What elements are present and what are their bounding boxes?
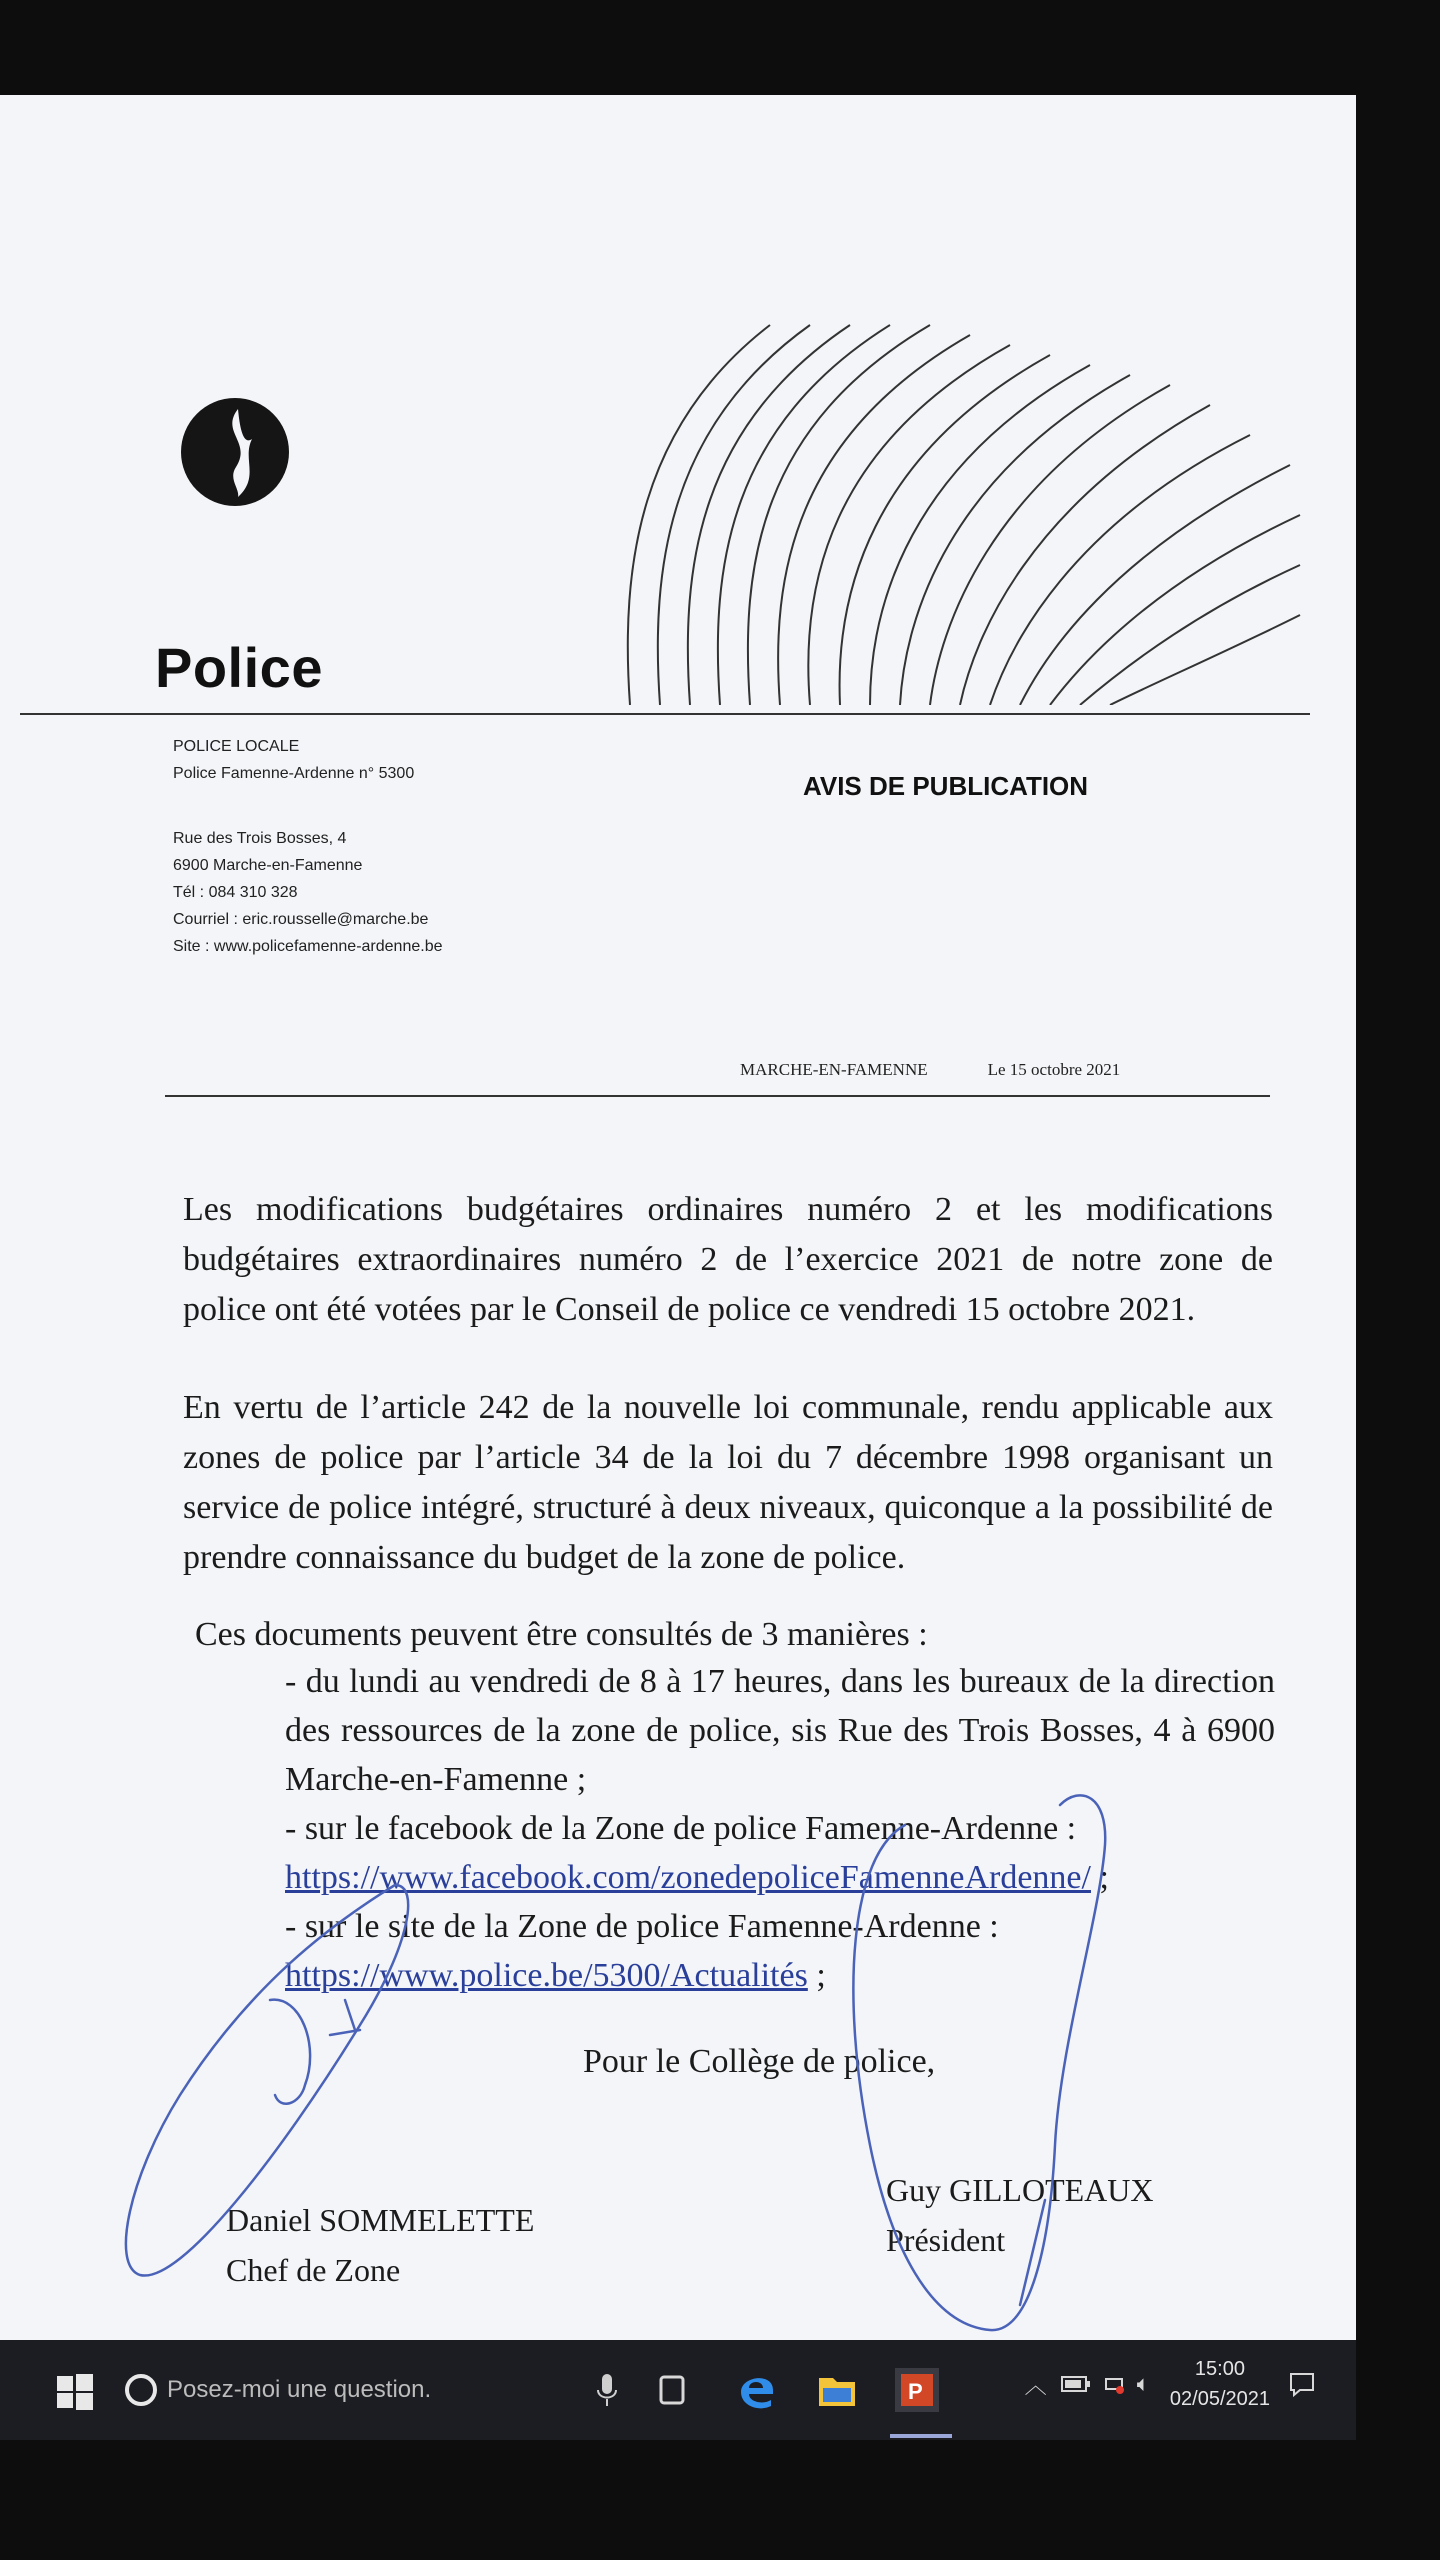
header-rule bbox=[20, 713, 1310, 715]
signatory-right bbox=[886, 2165, 1154, 2265]
notification-icon[interactable] bbox=[1288, 2370, 1316, 2398]
network-icon[interactable] bbox=[1103, 2373, 1125, 2395]
list-item-text: - sur le facebook de la Zone de police Famenne-Ardenne : bbox=[285, 1810, 1077, 1847]
sender-line: Tél : 084 310 328 bbox=[173, 884, 298, 901]
decorative-wave-lines bbox=[620, 265, 1310, 705]
police-logo-text: Police bbox=[155, 636, 323, 699]
tray-chevron-icon[interactable]: ︿ bbox=[1024, 2372, 1047, 2398]
sender-line: Rue des Trois Bosses, 4 bbox=[173, 830, 347, 847]
clock[interactable] bbox=[1170, 2354, 1270, 2414]
signatory-name: Daniel SOMMELETTE bbox=[226, 2202, 535, 2238]
edge-icon[interactable] bbox=[735, 2368, 779, 2412]
signatory-left bbox=[226, 2195, 534, 2295]
consultation-list bbox=[285, 1657, 1275, 2000]
list-item bbox=[285, 1804, 1275, 1902]
date: Le 15 octobre 2021 bbox=[987, 1060, 1121, 1079]
document-viewer[interactable] bbox=[0, 95, 1356, 2340]
place-date-line bbox=[740, 1060, 1180, 1080]
facebook-link[interactable]: https://www.facebook.com/zonedepoliceFamenneArdenne/ bbox=[285, 1859, 1091, 1896]
police-site-link[interactable]: https://www.police.be/5300/Actualités bbox=[285, 1957, 808, 1994]
place: MARCHE-EN-FAMENNE bbox=[740, 1060, 928, 1079]
monitor-screen bbox=[0, 95, 1356, 2440]
paragraph-legal-basis: En vertu de l’article 242 de la nouvelle loi communale, rendu applicable aux zones de police par l’article 34 de la loi du 7 décembre 1998 organisant un service de police intégré, structuré à deux niveaux, quiconque a la possibilité de prendre connaissance du budget de la zone de police. bbox=[183, 1389, 1273, 1576]
cortana-icon bbox=[125, 2374, 157, 2406]
sender-line: Police Famenne-Ardenne n° 5300 bbox=[173, 765, 415, 782]
signature-left-mark bbox=[330, 2000, 360, 2035]
sender-line: Courriel : eric.rousselle@marche.be bbox=[173, 911, 429, 928]
signatory-role: Président bbox=[886, 2222, 1006, 2258]
closing-formula: Pour le Collège de police, bbox=[583, 2043, 936, 2080]
date-rule bbox=[165, 1095, 1270, 1097]
list-item: - du lundi au vendredi de 8 à 17 heures, dans les bureaux de la direction des ressources de la zone de police, sis Rue des Trois Bosses, 4 à 6900 Marche-en-Famenne ; bbox=[285, 1663, 1275, 1798]
clock-date: 02/05/2021 bbox=[1169, 2388, 1270, 2410]
volume-icon[interactable]: 🔈︎ bbox=[1136, 2371, 1150, 2396]
list-item-end: ; bbox=[1090, 1859, 1109, 1896]
active-app-indicator bbox=[890, 2434, 952, 2438]
battery-icon[interactable] bbox=[1061, 2375, 1091, 2393]
cortana-search-box[interactable] bbox=[125, 2362, 431, 2418]
list-item-text: - sur le site de la Zone de police Famenne-Ardenne : bbox=[285, 1908, 999, 1945]
search-placeholder: Posez-moi une question. bbox=[167, 2376, 432, 2403]
signatory-name: Guy GILLOTEAUX bbox=[886, 2172, 1154, 2208]
sender-line: 6900 Marche-en-Famenne bbox=[173, 857, 363, 874]
sender-block bbox=[173, 733, 443, 960]
list-item bbox=[285, 1902, 1275, 2000]
microphone-icon[interactable] bbox=[585, 2368, 629, 2412]
list-item-end: ; bbox=[807, 1957, 826, 1994]
signatory-role: Chef de Zone bbox=[226, 2252, 401, 2288]
file-explorer-icon[interactable] bbox=[815, 2368, 859, 2412]
clock-time: 15:00 bbox=[1194, 2358, 1245, 2380]
paragraph-budget-votes: Les modifications budgétaires ordinaires numéro 2 et les modifications budgétaires extraordinaires numéro 2 de l’exercice 2021 de notre zone de police ont été votées par le Conseil de police ce vendredi 15 octobre 2021. bbox=[183, 1191, 1273, 1328]
signature-left-flourish bbox=[270, 2000, 310, 2104]
sender-line: Site : www.policefamenne-ardenne.be bbox=[173, 938, 443, 955]
task-view-icon[interactable] bbox=[650, 2368, 694, 2412]
police-flame-logo-icon bbox=[180, 397, 290, 507]
system-tray bbox=[1025, 2354, 1316, 2414]
svg-text:P: P bbox=[908, 2379, 923, 2404]
document-title: AVIS DE PUBLICATION bbox=[803, 771, 1089, 801]
windows-start-icon[interactable] bbox=[55, 2372, 95, 2412]
list-intro: Ces documents peuvent être consultés de 3 manières : bbox=[195, 1616, 928, 1653]
powerpoint-icon[interactable] bbox=[895, 2368, 939, 2412]
sender-line: POLICE LOCALE bbox=[173, 738, 300, 755]
windows-taskbar bbox=[0, 2340, 1356, 2440]
